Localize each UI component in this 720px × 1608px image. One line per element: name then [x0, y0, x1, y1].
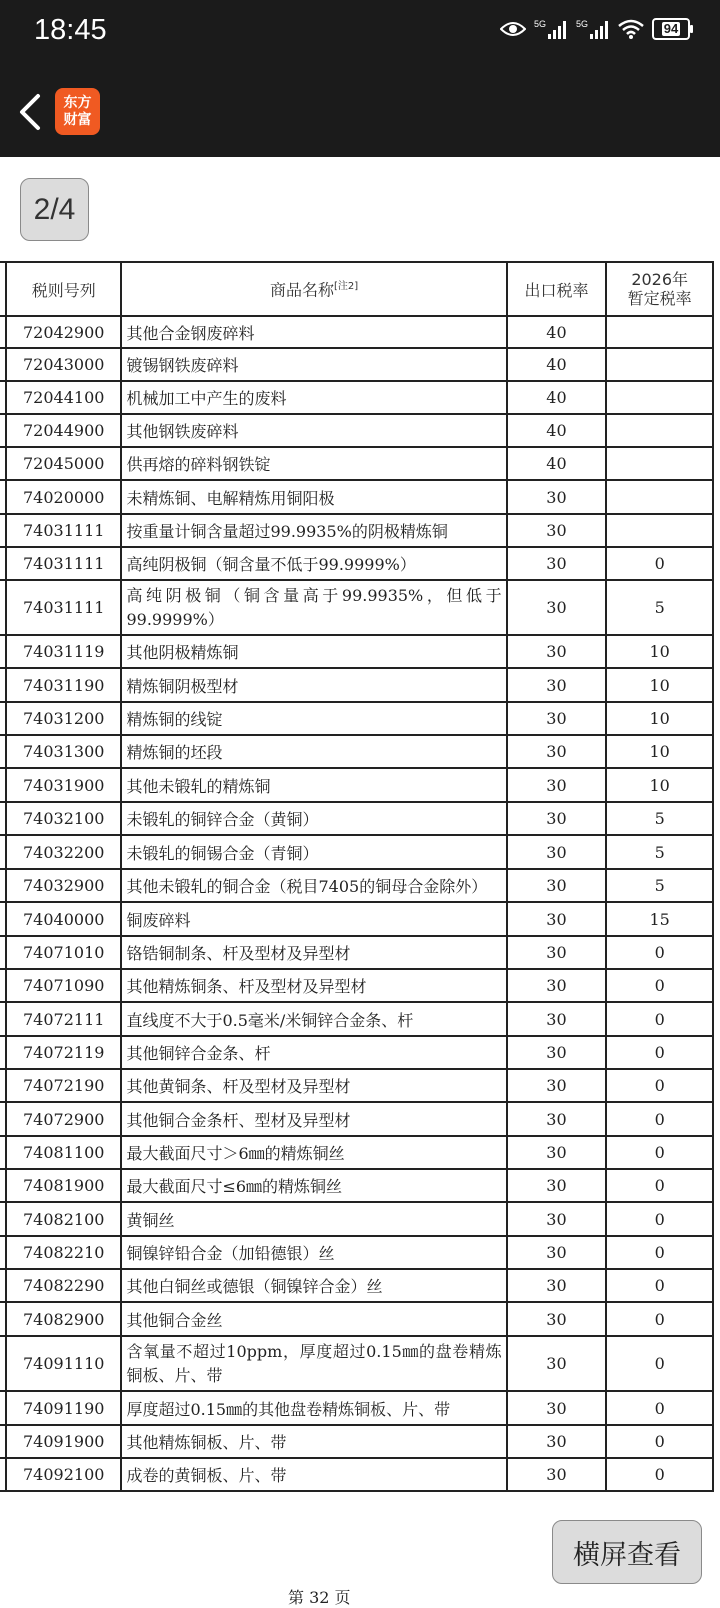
- cell-temp-rate: 0: [606, 1069, 713, 1102]
- table-row: [0, 381, 713, 414]
- table-row: [0, 702, 713, 735]
- cell-code: 74091190: [6, 1391, 122, 1425]
- cell-code: 74032900: [6, 869, 122, 902]
- cell-code: 74082210: [6, 1236, 122, 1269]
- table-body: [0, 316, 713, 1491]
- cell-code: 74032200: [6, 835, 122, 869]
- cell-code: 74072190: [6, 1069, 122, 1102]
- cell-name: 最大截面尺寸＞6㎜的精炼铜丝: [121, 1136, 506, 1169]
- cell-temp-rate: [606, 381, 713, 414]
- cell-temp-rate: 10: [606, 735, 713, 768]
- cell-code: 72044100: [6, 381, 122, 414]
- back-button[interactable]: [16, 92, 46, 132]
- cell-temp-rate: 10: [606, 668, 713, 702]
- table-row: [0, 1136, 713, 1169]
- cell-name: 其他铜锌合金条、杆: [121, 1036, 506, 1069]
- cell-code: 74031111: [6, 547, 122, 580]
- table-row: [0, 580, 713, 635]
- cell-temp-rate: 0: [606, 1336, 713, 1391]
- cell-rate: 30: [507, 1236, 607, 1269]
- eye-icon: [500, 20, 526, 38]
- status-icons: [500, 18, 690, 40]
- cell-code: 74040000: [6, 902, 122, 936]
- cell-rate: 30: [507, 835, 607, 869]
- cell-rate: 30: [507, 768, 607, 802]
- header-rate: 出口税率: [507, 262, 607, 316]
- header-name-note: [注2]: [333, 281, 359, 293]
- cell-name: 精炼铜的坯段: [121, 735, 506, 768]
- cell-code: 74081900: [6, 1169, 122, 1202]
- cell-temp-rate: 0: [606, 1391, 713, 1425]
- cell-rate: 30: [507, 580, 607, 635]
- cell-name: 精炼铜阴极型材: [121, 668, 506, 702]
- cell-code: 74091110: [6, 1336, 122, 1391]
- table-row: [0, 547, 713, 580]
- table-row: [0, 1336, 713, 1391]
- cell-rate: 30: [507, 1036, 607, 1069]
- cell-temp-rate: 0: [606, 1202, 713, 1236]
- table-row: [0, 1391, 713, 1425]
- cell-rate: 30: [507, 969, 607, 1002]
- cell-name: 直线度不大于0.5毫米/米铜锌合金条、杆: [121, 1002, 506, 1036]
- chevron-left-icon: [16, 92, 46, 132]
- cell-code: 72045000: [6, 447, 122, 480]
- cell-temp-rate: 5: [606, 802, 713, 835]
- cell-name: 镀锡钢铁废碎料: [121, 348, 506, 381]
- status-time: 18:45: [34, 14, 107, 46]
- cell-temp-rate: [606, 316, 713, 348]
- logo-line1: 东方: [63, 94, 92, 111]
- cell-name: 未锻轧的铜锡合金（青铜）: [121, 835, 506, 869]
- top-bar: [0, 0, 720, 157]
- table-row: [0, 768, 713, 802]
- signal-icon: [534, 18, 568, 40]
- page-footer: 第 32 页: [288, 1588, 351, 1607]
- table-row: [0, 514, 713, 547]
- battery-icon: [652, 18, 690, 40]
- cell-temp-rate: [606, 348, 713, 381]
- battery-level: 94: [663, 21, 679, 36]
- cell-code: 74071010: [6, 936, 122, 969]
- cell-rate: 30: [507, 735, 607, 768]
- table-row: [0, 1236, 713, 1269]
- cell-code: 74072900: [6, 1102, 122, 1136]
- cell-name: 铜废碎料: [121, 902, 506, 936]
- cell-temp-rate: 0: [606, 1269, 713, 1302]
- table-row: [0, 835, 713, 869]
- cell-name: 其他铜合金丝: [121, 1302, 506, 1336]
- cell-name: 高纯阴极铜（铜含量不低于99.9999%）: [121, 547, 506, 580]
- cell-rate: 30: [507, 1391, 607, 1425]
- cell-temp-rate: 0: [606, 547, 713, 580]
- cell-rate: 30: [507, 547, 607, 580]
- cell-rate: 40: [507, 414, 607, 447]
- table-row: [0, 1458, 713, 1491]
- cell-code: 74091900: [6, 1425, 122, 1458]
- cell-code: 74072119: [6, 1036, 122, 1069]
- table-row: [0, 936, 713, 969]
- cell-temp-rate: 5: [606, 835, 713, 869]
- table-row: [0, 735, 713, 768]
- cell-rate: 30: [507, 668, 607, 702]
- cell-temp-rate: 10: [606, 635, 713, 668]
- cell-code: 74031190: [6, 668, 122, 702]
- landscape-view-button[interactable]: 横屏查看: [552, 1520, 702, 1584]
- table-row: [0, 969, 713, 1002]
- cell-name: 其他黄铜条、杆及型材及异型材: [121, 1069, 506, 1102]
- cell-rate: 30: [507, 702, 607, 735]
- table-header-row: [0, 262, 713, 316]
- cell-code: 74031111: [6, 580, 122, 635]
- cell-code: 72042900: [6, 316, 122, 348]
- cell-rate: 30: [507, 869, 607, 902]
- wifi-icon: [618, 19, 644, 39]
- page-indicator: 2/4: [20, 178, 89, 241]
- header-temp-rate: 2026年 暂定税率: [606, 262, 713, 316]
- cell-temp-rate: 5: [606, 580, 713, 635]
- cell-temp-rate: 0: [606, 1236, 713, 1269]
- cell-temp-rate: 0: [606, 1102, 713, 1136]
- cell-rate: 30: [507, 1002, 607, 1036]
- cell-rate: 30: [507, 1269, 607, 1302]
- cell-code: 74081100: [6, 1136, 122, 1169]
- table-row: [0, 1036, 713, 1069]
- cell-name: 铜镍锌铅合金（加铅德银）丝: [121, 1236, 506, 1269]
- table-row: [0, 348, 713, 381]
- cell-name: 其他合金钢废碎料: [121, 316, 506, 348]
- cell-code: 74031900: [6, 768, 122, 802]
- cell-code: 74092100: [6, 1458, 122, 1491]
- table-row: [0, 447, 713, 480]
- cell-name: 含氧量不超过10ppm，厚度超过0.15㎜的盘卷精炼铜板、片、带: [121, 1336, 506, 1391]
- table-row: [0, 414, 713, 447]
- table-row: [0, 635, 713, 668]
- table-row: [0, 1425, 713, 1458]
- cell-rate: 30: [507, 1425, 607, 1458]
- cell-name: 供再熔的碎料钢铁锭: [121, 447, 506, 480]
- cell-code: 72043000: [6, 348, 122, 381]
- cell-code: 74032100: [6, 802, 122, 835]
- cell-name: 其他未锻轧的精炼铜: [121, 768, 506, 802]
- cell-name: 其他钢铁废碎料: [121, 414, 506, 447]
- svg-text:5G: 5G: [576, 19, 589, 29]
- table-row: [0, 1069, 713, 1102]
- tariff-table: [0, 261, 714, 1492]
- cell-code: 74031111: [6, 514, 122, 547]
- cell-temp-rate: 10: [606, 768, 713, 802]
- cell-name: 未锻轧的铜锌合金（黄铜）: [121, 802, 506, 835]
- cell-temp-rate: 10: [606, 702, 713, 735]
- cell-code: 74071090: [6, 969, 122, 1002]
- cell-temp-rate: 5: [606, 869, 713, 902]
- cell-name: 未精炼铜、电解精炼用铜阳极: [121, 480, 506, 514]
- cell-rate: 30: [507, 1069, 607, 1102]
- cell-name: 高纯阴极铜（铜含量高于99.9935%，但低于99.9999%）: [121, 580, 506, 635]
- logo-line2: 财富: [63, 111, 92, 128]
- table-row: [0, 1169, 713, 1202]
- cell-code: 74031200: [6, 702, 122, 735]
- cell-code: 74020000: [6, 480, 122, 514]
- cell-name: 铬锆铜制条、杆及型材及异型材: [121, 936, 506, 969]
- cell-rate: 30: [507, 480, 607, 514]
- table-row: [0, 1302, 713, 1336]
- cell-name: 其他精炼铜条、杆及型材及异型材: [121, 969, 506, 1002]
- cell-temp-rate: 0: [606, 1169, 713, 1202]
- cell-rate: 30: [507, 1102, 607, 1136]
- cell-name: 其他阴极精炼铜: [121, 635, 506, 668]
- table-row: [0, 480, 713, 514]
- cell-temp-rate: 0: [606, 936, 713, 969]
- cell-code: 72044900: [6, 414, 122, 447]
- cell-temp-rate: [606, 480, 713, 514]
- cell-code: 74031300: [6, 735, 122, 768]
- cell-name: 厚度超过0.15㎜的其他盘卷精炼铜板、片、带: [121, 1391, 506, 1425]
- header-code: 税则号列: [6, 262, 122, 316]
- cell-name: 精炼铜的线锭: [121, 702, 506, 735]
- cell-rate: 30: [507, 1169, 607, 1202]
- svg-text:5G: 5G: [534, 19, 547, 29]
- cell-temp-rate: [606, 514, 713, 547]
- cell-name: 其他铜合金条杆、型材及异型材: [121, 1102, 506, 1136]
- table-row: [0, 1102, 713, 1136]
- cell-name: 按重量计铜含量超过99.9935%的阴极精炼铜: [121, 514, 506, 547]
- cell-name: 最大截面尺寸≤6㎜的精炼铜丝: [121, 1169, 506, 1202]
- cell-name: 黄铜丝: [121, 1202, 506, 1236]
- cell-rate: 30: [507, 802, 607, 835]
- cell-temp-rate: 15: [606, 902, 713, 936]
- cell-rate: 30: [507, 902, 607, 936]
- table-row: [0, 1202, 713, 1236]
- cell-rate: 40: [507, 381, 607, 414]
- header-name: 商品名称[注2]: [121, 262, 506, 316]
- cell-name: 机械加工中产生的废料: [121, 381, 506, 414]
- cell-rate: 30: [507, 1302, 607, 1336]
- cell-rate: 30: [507, 1202, 607, 1236]
- cell-code: 74082100: [6, 1202, 122, 1236]
- cell-temp-rate: 0: [606, 1036, 713, 1069]
- cell-rate: 30: [507, 635, 607, 668]
- cell-temp-rate: [606, 447, 713, 480]
- cell-temp-rate: [606, 414, 713, 447]
- cell-temp-rate: 0: [606, 969, 713, 1002]
- cell-code: 74031119: [6, 635, 122, 668]
- cell-name: 成卷的黄铜板、片、带: [121, 1458, 506, 1491]
- table-row: [0, 1269, 713, 1302]
- signal-icon: [576, 18, 610, 40]
- cell-name: 其他精炼铜板、片、带: [121, 1425, 506, 1458]
- cell-rate: 40: [507, 348, 607, 381]
- cell-rate: 40: [507, 316, 607, 348]
- cell-temp-rate: 0: [606, 1136, 713, 1169]
- cell-code: 74082290: [6, 1269, 122, 1302]
- cell-rate: 40: [507, 447, 607, 480]
- cell-rate: 30: [507, 514, 607, 547]
- table-row: [0, 316, 713, 348]
- table-row: [0, 1002, 713, 1036]
- table-row: [0, 802, 713, 835]
- cell-code: 74082900: [6, 1302, 122, 1336]
- cell-name: 其他未锻轧的铜合金（税目7405的铜母合金除外）: [121, 869, 506, 902]
- table-row: [0, 668, 713, 702]
- cell-rate: 30: [507, 1136, 607, 1169]
- cell-temp-rate: 0: [606, 1302, 713, 1336]
- table-row: [0, 902, 713, 936]
- cell-temp-rate: 0: [606, 1002, 713, 1036]
- cell-rate: 30: [507, 1458, 607, 1491]
- cell-temp-rate: 0: [606, 1425, 713, 1458]
- cell-rate: 30: [507, 1336, 607, 1391]
- cell-temp-rate: 0: [606, 1458, 713, 1491]
- cell-rate: 30: [507, 936, 607, 969]
- app-logo[interactable]: [55, 88, 100, 135]
- table-row: [0, 869, 713, 902]
- cell-name: 其他白铜丝或德银（铜镍锌合金）丝: [121, 1269, 506, 1302]
- cell-code: 74072111: [6, 1002, 122, 1036]
